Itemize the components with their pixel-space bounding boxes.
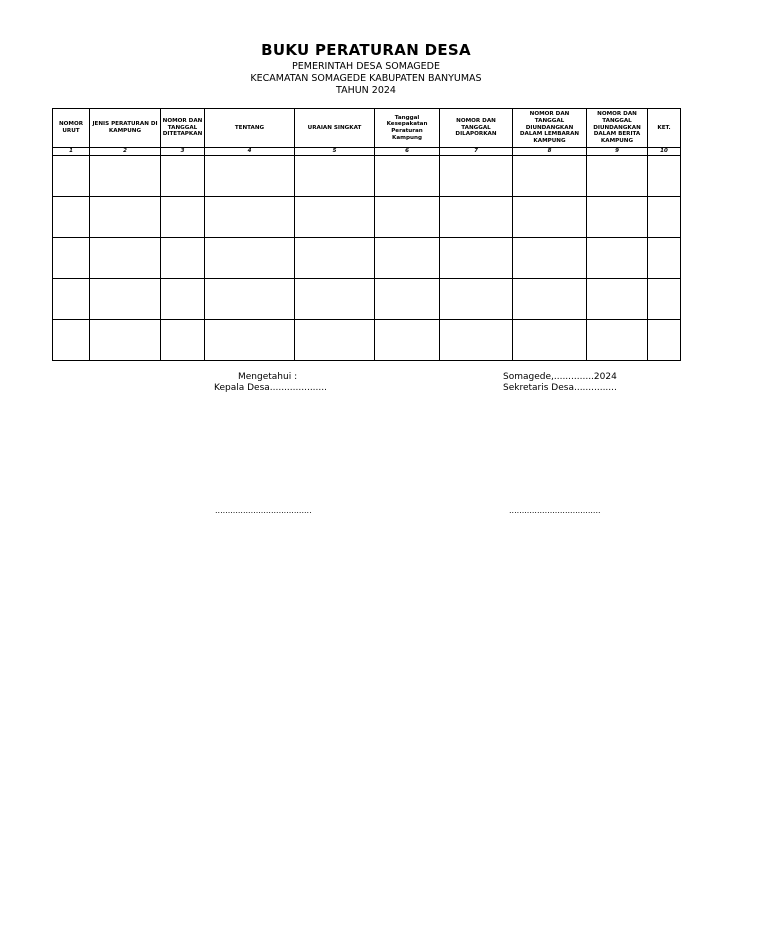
- table-cell: [90, 238, 161, 279]
- table-cell: [161, 197, 205, 238]
- table-cell: [295, 238, 375, 279]
- table-cell: [90, 320, 161, 361]
- village-secretary-signature-line: ....................................: [509, 506, 601, 515]
- table-cell: [513, 238, 587, 279]
- table-cell: [295, 197, 375, 238]
- column-header: NOMOR URUT: [53, 109, 90, 148]
- table-cell: [648, 238, 681, 279]
- year-line: TAHUN 2024: [336, 85, 396, 96]
- table-cell: [161, 320, 205, 361]
- column-header: TENTANG: [205, 109, 295, 148]
- column-number: 5: [295, 148, 375, 156]
- column-number: 9: [587, 148, 648, 156]
- village-head-signature-line: ......................................: [215, 506, 312, 515]
- column-header: NOMOR DAN TANGGAL DIUNDANGKAN DALAM LEMBARAN KAMPUNG: [513, 109, 587, 148]
- government-line: PEMERINTAH DESA SOMAGEDE: [292, 61, 440, 72]
- column-header: Tanggal Kesepakatan Peraturan Kampung: [375, 109, 440, 148]
- regulation-register-table: [52, 108, 681, 361]
- table-cell: [440, 238, 513, 279]
- table-cell: [295, 156, 375, 197]
- table-cell: [440, 156, 513, 197]
- table-cell: [161, 279, 205, 320]
- table-cell: [205, 320, 295, 361]
- table-cell: [53, 197, 90, 238]
- district-line: KECAMATAN SOMAGEDE KABUPATEN BANYUMAS: [250, 73, 482, 84]
- table-cell: [90, 279, 161, 320]
- table-cell: [205, 238, 295, 279]
- table-cell: [205, 197, 295, 238]
- place-date-line: Somagede,..............2024: [503, 372, 617, 382]
- table-cell: [440, 279, 513, 320]
- column-number: 3: [161, 148, 205, 156]
- table-cell: [375, 197, 440, 238]
- table-cell: [375, 279, 440, 320]
- village-head-title: Kepala Desa....................: [214, 383, 327, 393]
- table-cell: [440, 320, 513, 361]
- column-number: 2: [90, 148, 161, 156]
- table-header-row: [53, 109, 681, 148]
- column-number: 10: [648, 148, 681, 156]
- table-cell: [295, 279, 375, 320]
- table-cell: [513, 197, 587, 238]
- table-cell: [53, 320, 90, 361]
- table-row: [53, 279, 681, 320]
- table-cell: [90, 156, 161, 197]
- table-cell: [513, 156, 587, 197]
- acknowledged-label: Mengetahui :: [238, 372, 298, 382]
- table-cell: [587, 197, 648, 238]
- table-cell: [648, 197, 681, 238]
- column-header: JENIS PERATURAN DI KAMPUNG: [90, 109, 161, 148]
- table-cell: [587, 238, 648, 279]
- table-cell: [513, 279, 587, 320]
- column-header: NOMOR DAN TANGGAL DIUNDANGKAN DALAM BERITA KAMPUNG: [587, 109, 648, 148]
- column-header: KET.: [648, 109, 681, 148]
- village-secretary-title: Sekretaris Desa...............: [503, 383, 617, 393]
- table-cell: [375, 320, 440, 361]
- column-number-row: [53, 148, 681, 156]
- table-cell: [648, 156, 681, 197]
- table-cell: [161, 156, 205, 197]
- table-cell: [53, 156, 90, 197]
- table-cell: [587, 156, 648, 197]
- table-cell: [375, 238, 440, 279]
- column-header: NOMOR DAN TANGGAL DITETAPKAN: [161, 109, 205, 148]
- document-title: BUKU PERATURAN DESA: [261, 41, 471, 59]
- table-cell: [90, 197, 161, 238]
- column-number: 7: [440, 148, 513, 156]
- table-cell: [205, 279, 295, 320]
- table-cell: [161, 238, 205, 279]
- table-cell: [53, 279, 90, 320]
- table-cell: [440, 197, 513, 238]
- column-number: 8: [513, 148, 587, 156]
- table-cell: [587, 279, 648, 320]
- table-row: [53, 156, 681, 197]
- column-number: 6: [375, 148, 440, 156]
- column-number: 1: [53, 148, 90, 156]
- column-header: NOMOR DAN TANGGAL DILAPORKAN: [440, 109, 513, 148]
- table-cell: [205, 156, 295, 197]
- table-cell: [375, 156, 440, 197]
- table-row: [53, 320, 681, 361]
- table-row: [53, 197, 681, 238]
- table-cell: [53, 238, 90, 279]
- table-cell: [587, 320, 648, 361]
- column-number: 4: [205, 148, 295, 156]
- table-cell: [648, 320, 681, 361]
- table-cell: [295, 320, 375, 361]
- table-cell: [648, 279, 681, 320]
- table-cell: [513, 320, 587, 361]
- column-header: URAIAN SINGKAT: [295, 109, 375, 148]
- table-row: [53, 238, 681, 279]
